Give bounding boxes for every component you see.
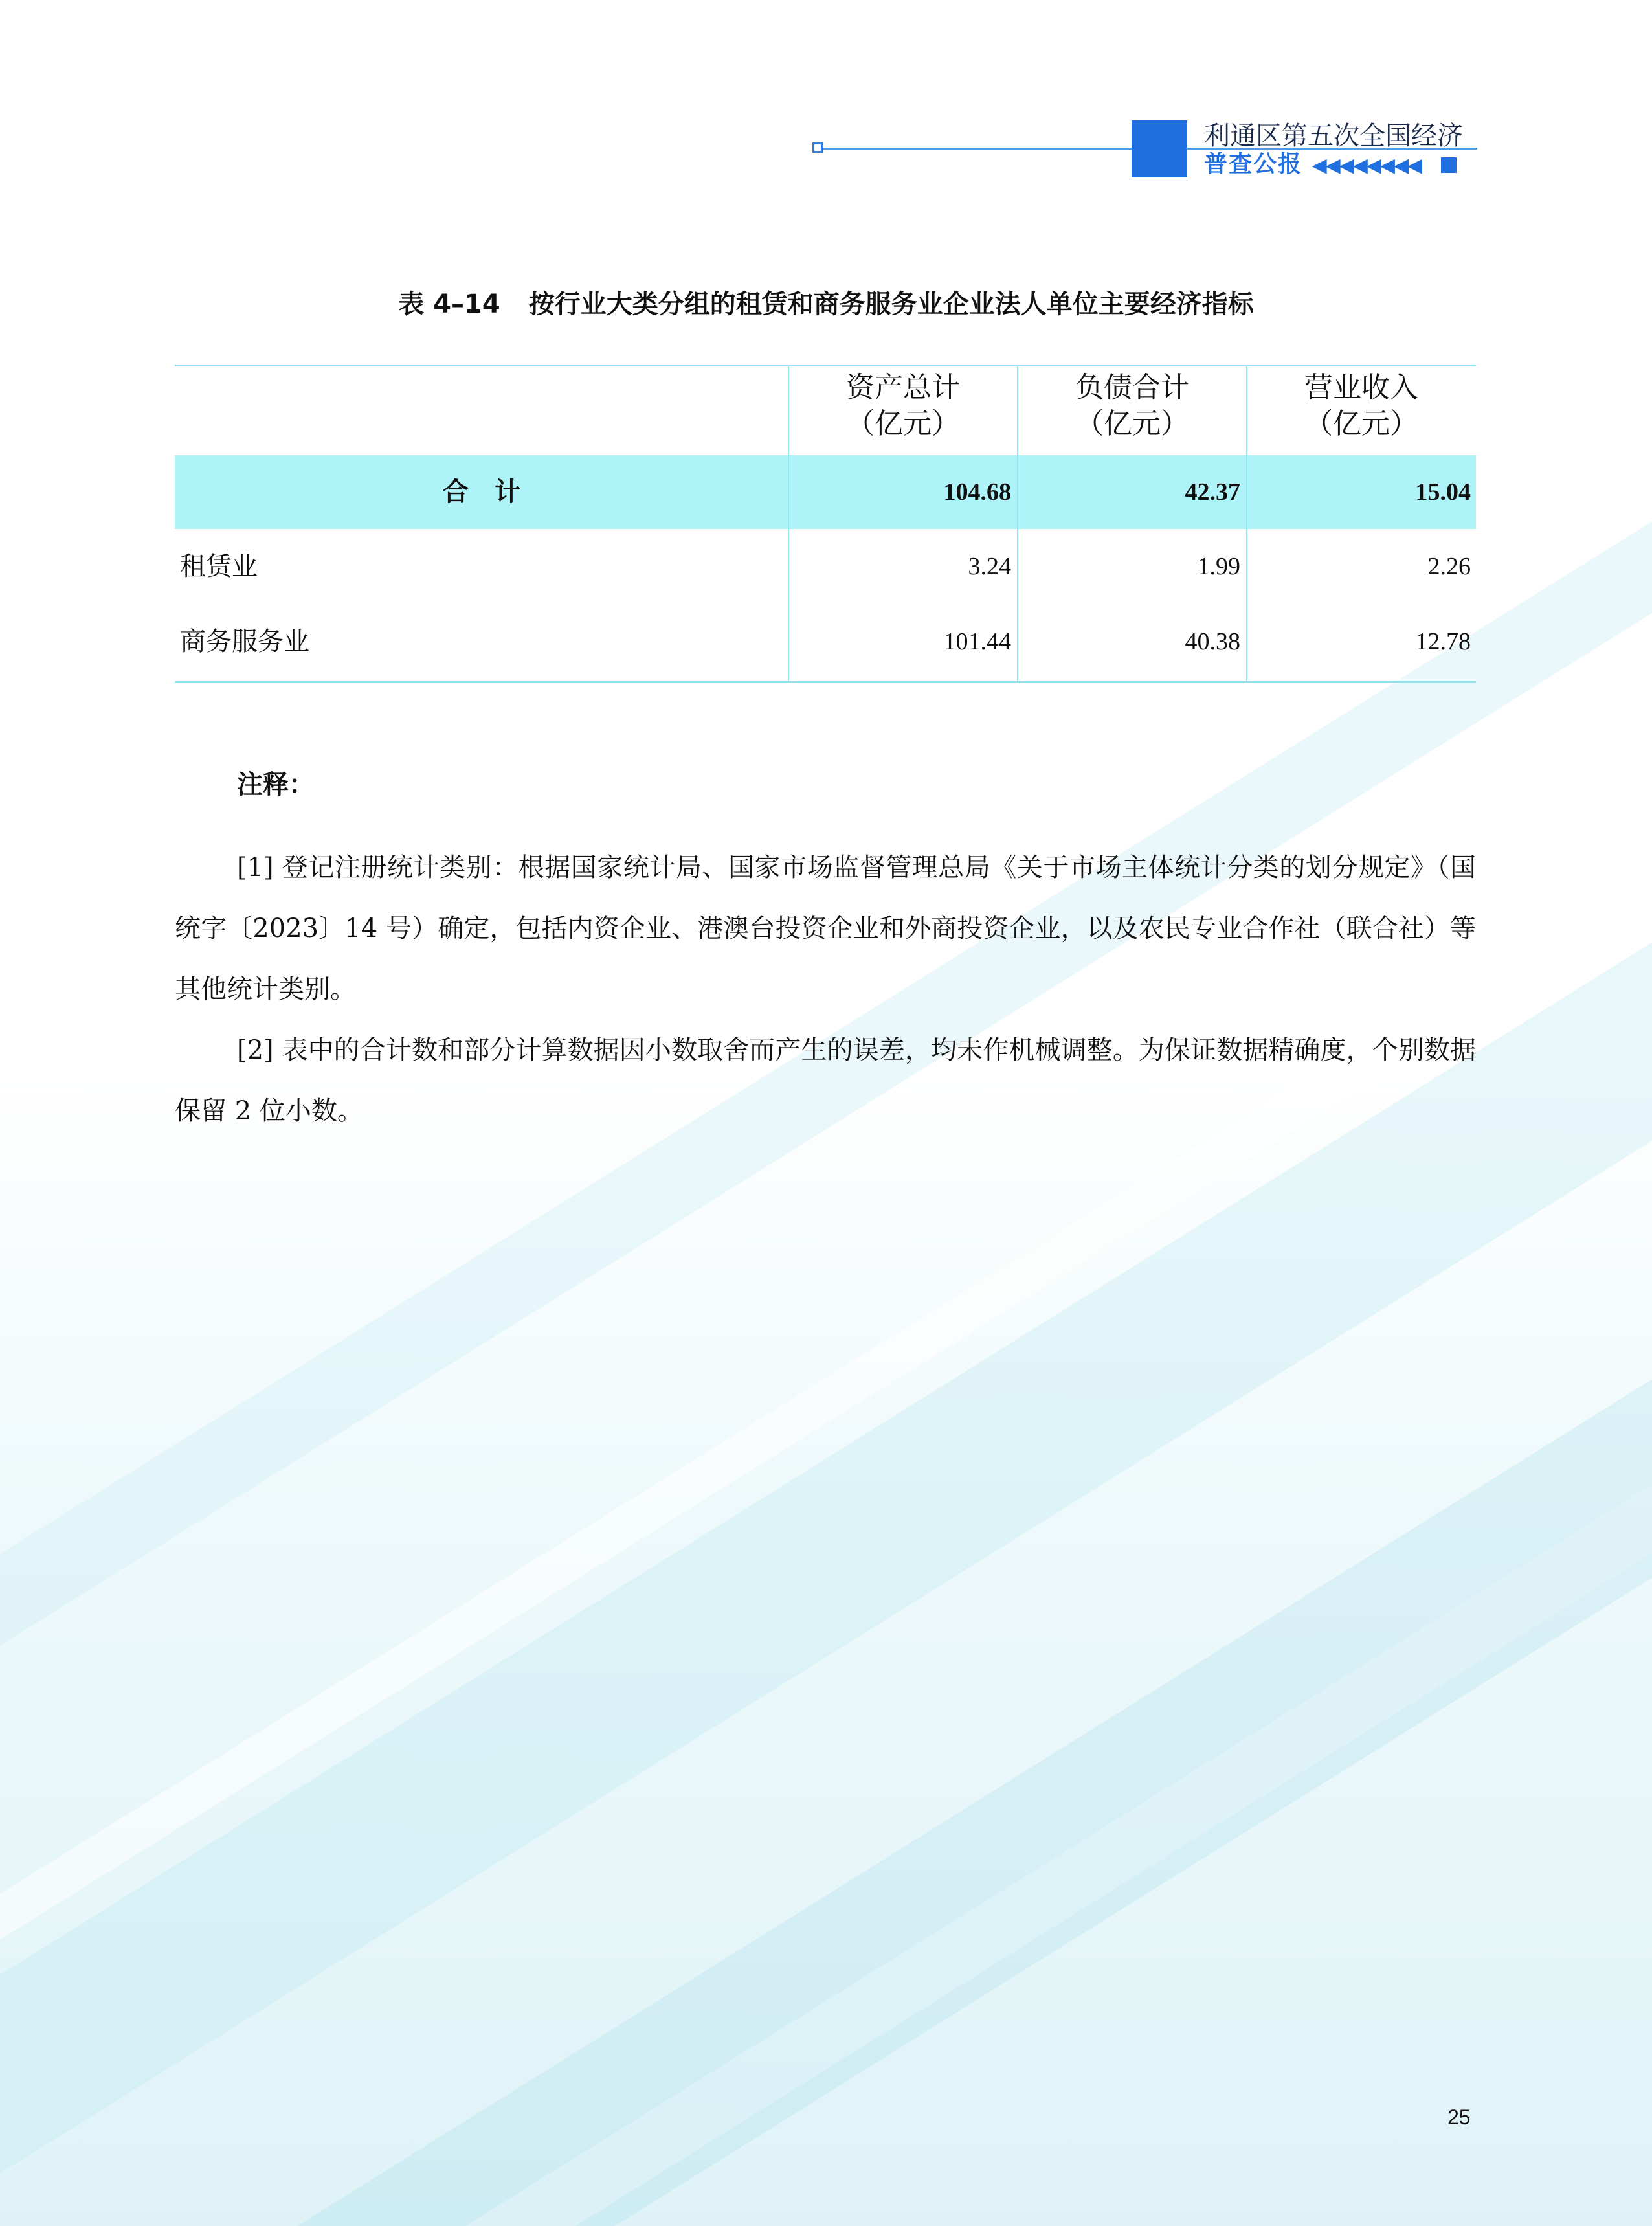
column-header-unit: （亿元） <box>1075 407 1189 440</box>
column-header-revenue <box>1247 370 1476 442</box>
row-label: 商务服务业 <box>180 627 309 657</box>
column-header-name: 营业收入 <box>1304 371 1418 404</box>
column-divider <box>1246 365 1247 682</box>
table-total-row <box>175 455 1476 529</box>
header-subtitle <box>1204 150 1421 180</box>
table-title-text: 按行业大类分组的租赁和商务服务业企业法人单位主要经济指标 <box>528 289 1254 319</box>
table-title <box>0 285 1652 324</box>
column-header-liabilities <box>1018 370 1247 442</box>
row-label: 租赁业 <box>180 552 258 581</box>
row-revenue: 2.26 <box>1427 553 1471 580</box>
header-end-square-icon <box>1441 157 1457 173</box>
total-liabilities: 42.37 <box>1185 478 1240 506</box>
column-divider <box>788 365 789 682</box>
header-arrows-icon: ◀◀◀◀◀◀◀◀ <box>1312 154 1422 177</box>
header-title: 利通区第五次全国经济 <box>1204 121 1463 151</box>
note-paragraph: [2] 表中的合计数和部分计算数据因小数取舍而产生的误差，均未作机械调整。为保证数据精确度，个别数据保留 2 位小数。 <box>175 1035 1476 1126</box>
column-header-name: 资产总计 <box>846 371 960 404</box>
row-liabilities: 40.38 <box>1185 628 1240 655</box>
column-divider <box>1017 365 1018 682</box>
page-number: 25 <box>1447 2106 1471 2129</box>
table-top-rule <box>175 365 1476 366</box>
note-paragraph: [1] 登记注册统计类别：根据国家统计局、国家市场监督管理总局《关于市场主体统计分类的划分规定》（国统字〔2023〕14 号）确定，包括内资企业、港澳台投资企业和外商投资企业，以及农民专业合作社（联合社）等其他统计类别。 <box>175 853 1476 1004</box>
row-revenue: 12.78 <box>1415 628 1471 655</box>
header-square-icon <box>812 142 823 153</box>
header-subtitle-text: 普查公报 <box>1204 151 1303 177</box>
notes-heading: 注释： <box>237 770 315 800</box>
column-header-unit: （亿元） <box>846 407 960 440</box>
row-assets: 101.44 <box>943 628 1011 655</box>
total-revenue: 15.04 <box>1415 478 1471 506</box>
header-block-icon <box>1132 120 1187 177</box>
row-assets: 3.24 <box>968 553 1011 580</box>
column-header-assets <box>788 370 1018 442</box>
column-header-name: 负债合计 <box>1075 371 1189 404</box>
table-number: 表 4–14 <box>398 289 500 319</box>
total-label: 合 计 <box>443 477 520 507</box>
row-liabilities: 1.99 <box>1197 553 1240 580</box>
table-bottom-rule <box>175 681 1476 683</box>
column-header-unit: （亿元） <box>1304 407 1418 440</box>
total-assets: 104.68 <box>943 478 1011 506</box>
